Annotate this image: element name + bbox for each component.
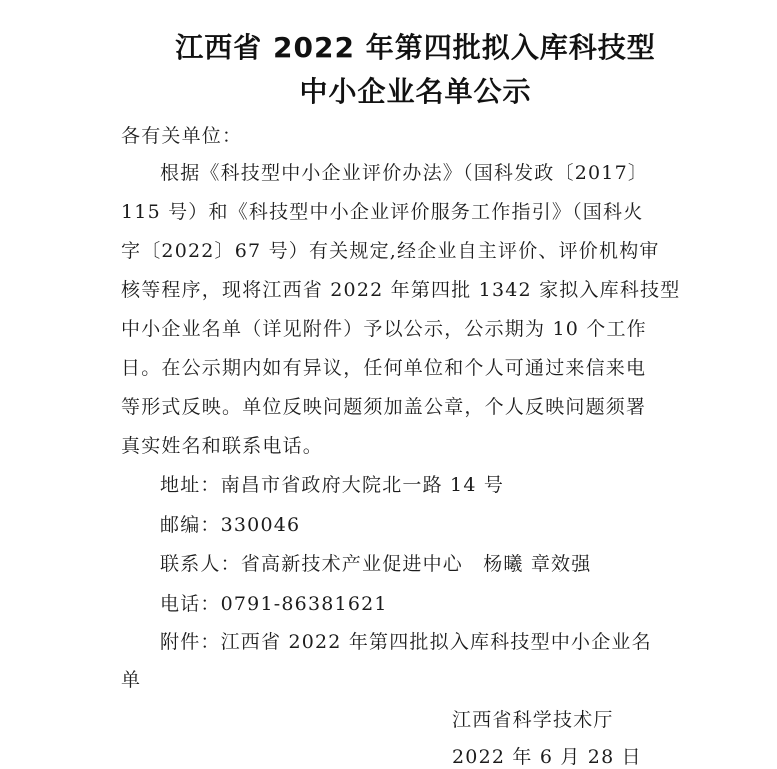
body-line: 核等程序，现将江西省 2022 年第四批 1342 家拟入库科技型 <box>121 279 681 301</box>
document-title-line-2: 中小企业名单公示 <box>299 75 532 108</box>
signature-date: 2022 年 6 月 28 日 <box>452 746 642 768</box>
postcode: 邮编：330046 <box>160 514 301 536</box>
body-line: 等形式反映。单位反映问题须加盖公章，个人反映问题须署 <box>121 396 647 418</box>
body-line: 真实姓名和联系电话。 <box>121 435 324 457</box>
body-line: 日。在公示期内如有异议，任何单位和个人可通过来信来电 <box>121 357 647 379</box>
attachment-continued: 单 <box>121 669 142 691</box>
body-line: 中小企业名单（详见附件）予以公示，公示期为 10 个工作 <box>121 318 647 340</box>
body-line: 字〔2022〕67 号）有关规定,经企业自主评价、评价机构审 <box>121 240 660 262</box>
salutation: 各有关单位： <box>121 125 243 147</box>
phone: 电话：0791-86381621 <box>160 593 388 615</box>
document-title-line-1: 江西省 2022 年第四批拟入库科技型 <box>175 31 656 64</box>
body-line: 根据《科技型中小企业评价办法》（国科发政〔2017〕 <box>160 162 649 184</box>
contact-person: 联系人：省高新技术产业促进中心 杨曦 章效强 <box>160 553 592 575</box>
body-line: 115 号）和《科技型中小企业评价服务工作指引》（国科火 <box>121 201 644 223</box>
attachment: 附件：江西省 2022 年第四批拟入库科技型中小企业名 <box>160 631 652 653</box>
signature-org: 江西省科学技术厅 <box>452 709 614 731</box>
address: 地址：南昌市省政府大院北一路 14 号 <box>160 474 505 496</box>
